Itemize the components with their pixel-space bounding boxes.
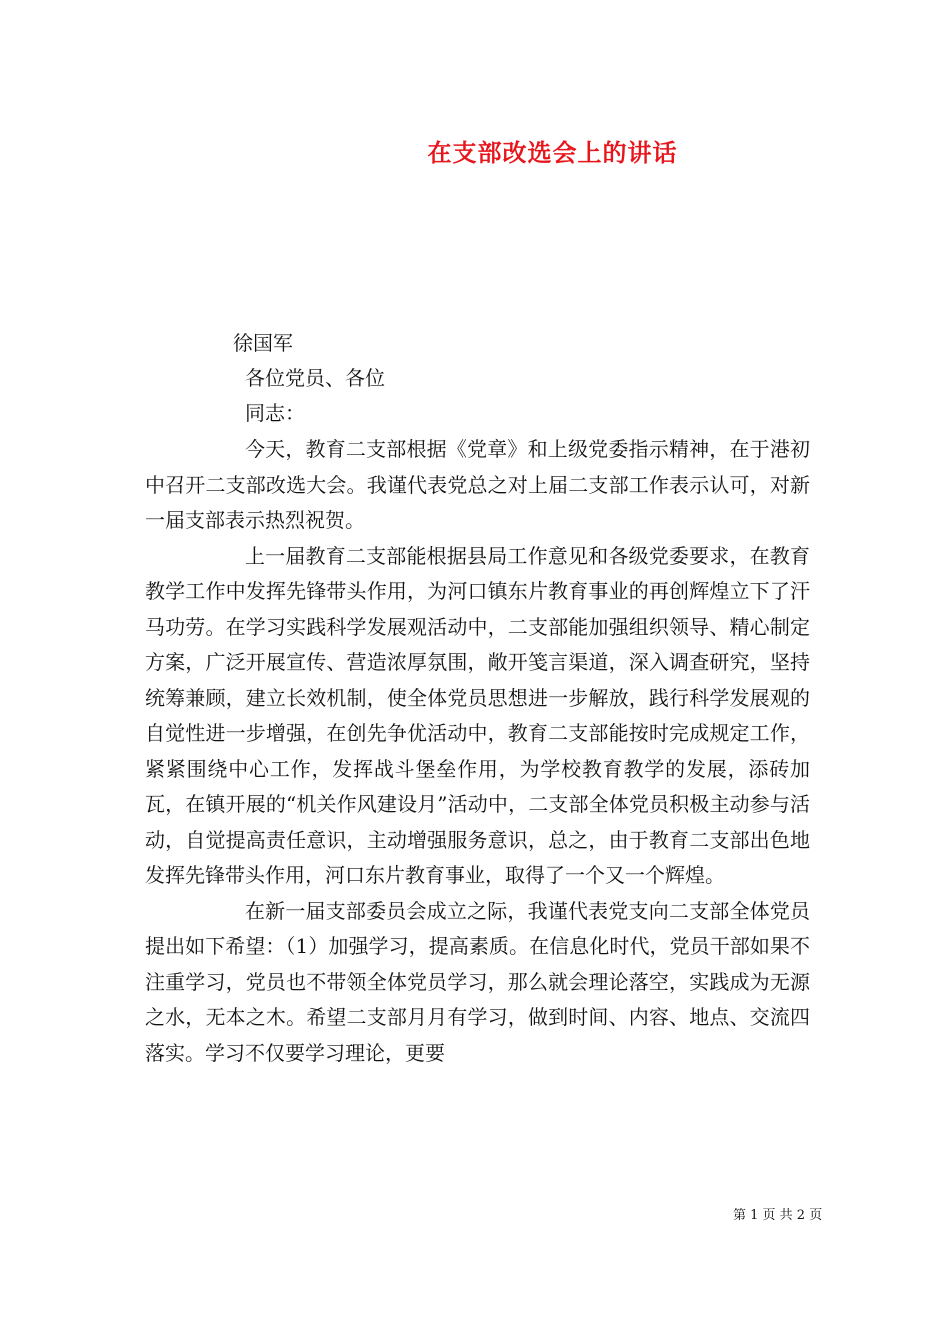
- paragraph-hopes: 在新一届支部委员会成立之际，我谨代表党支向二支部全体党员提出如下希望：（1）加强学习，提高素质。在信息化时代，党员干部如果不注重学习，党员也不带领全体党员学习，那么就会理论落空，实践成为无源之水，无本之木。希望二支部月月有学习，做到时间、内容、地点、交流四落实。学习不仅要学习理论，更要: [145, 898, 810, 1065]
- paragraph-opening: 今天，教育二支部根据《党章》和上级党委指示精神，在于港初中召开二支部改选大会。我谨代表党总之对上届二支部工作表示认可，对新一届支部表示热烈祝贺。: [145, 437, 810, 532]
- document-title: 在支部改选会上的讲话: [427, 138, 678, 167]
- salutation-line-1: 各位党员、各位: [245, 366, 385, 390]
- paragraph-review: 上一届教育二支部能根据县局工作意见和各级党委要求，在教育教学工作中发挥先锋带头作用，为河口镇东片教育事业的再创辉煌立下了汗马功劳。在学习实践科学发展观活动中，二支部能加强组织领导、精心制定方案，广泛开展宣传、营造浓厚氛围，敞开笺言渠道，深入调查研究，坚持统筹兼顾，建立长效机制，使全体党员思想进一步解放，践行科学发展观的自觉性进一步增强，在创先争优活动中，教育二支部能按时完成规定工作，紧紧围绕中心工作，发挥战斗堡垒作用，为学校教育教学的发展，添砖加瓦，在镇开展的“机关作风建设月”活动中，二支部全体党员积极主动参与活动，自觉提高责任意识，主动增强服务意识，总之，由于教育二支部出色地发挥先锋带头作用，河口东片教育事业，取得了一个又一个辉煌。: [145, 543, 810, 887]
- salutation-line-2: 同志：: [245, 401, 305, 425]
- author-name: 徐国军: [233, 331, 293, 355]
- page-number: 第 1 页 共 2 页: [733, 1208, 823, 1223]
- speech-body: [145, 432, 810, 1071]
